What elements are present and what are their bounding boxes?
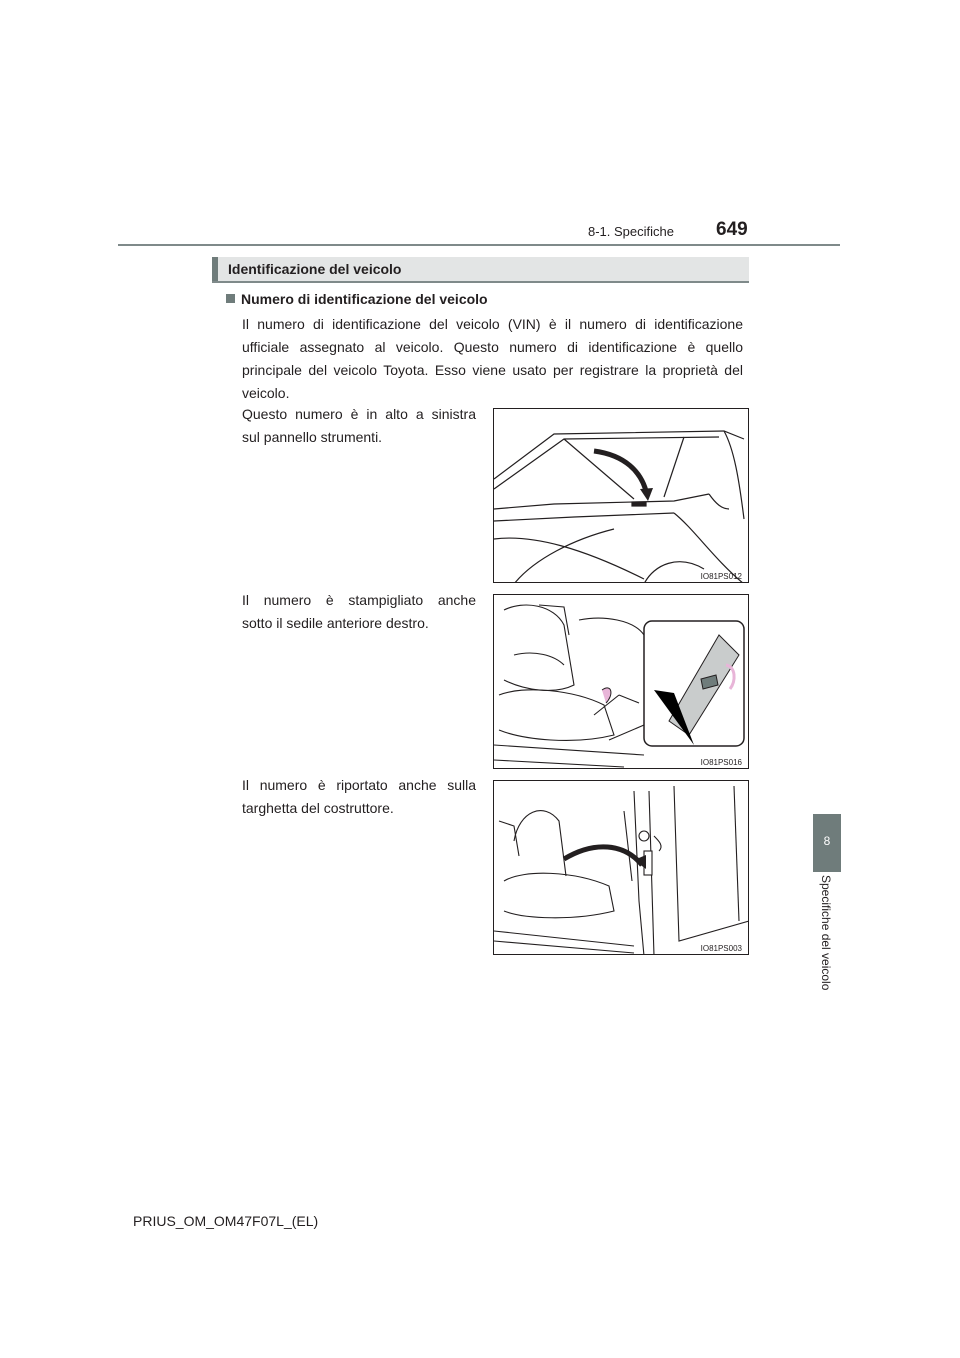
item-paragraph [242,403,476,449]
figure-code: IO81PS016 [700,758,742,767]
figure-door-pillar [493,780,749,955]
door-pillar-illustration-icon [494,781,749,955]
section-title-bar [212,257,749,283]
item-paragraph [242,774,476,820]
item-line: Il numero è stampigliato anche [242,592,476,608]
item-paragraph [242,589,476,635]
item-line: targhetta del costruttore. [242,800,394,816]
sub-heading-text: Numero di identificazione del veicolo [241,291,488,307]
windshield-illustration-icon [494,409,749,583]
item-line: Il numero è riportato anche sulla [242,777,476,793]
section-title: Identificazione del veicolo [228,261,402,277]
chapter-tab-number: 8 [823,834,831,848]
chapter-tab [813,814,841,872]
sub-heading [226,291,488,307]
figure-windshield [493,408,749,583]
document-code: PRIUS_OM_OM47F07L_(EL) [133,1213,319,1229]
figure-code: IO81PS003 [700,944,742,953]
header-rule [118,244,840,246]
seat-illustration-icon [494,595,749,769]
section-title-accent [212,257,218,281]
section-reference: 8-1. Specifiche [588,224,674,239]
item-line: sul pannello strumenti. [242,429,383,445]
square-bullet-icon [226,294,235,303]
figure-code: IO81PS012 [700,572,742,581]
item-line: Questo numero è in alto a sinistra [242,406,476,422]
chapter-tab-label: Specifiche del veicolo [819,875,833,991]
intro-paragraph: Il numero di identificazione del veicolo (VIN) è il numero di identificazione ufficiale assegnato al veicolo. Questo numero di identificazione è quello principale del veicolo Toyota. Esso viene usato per registrare la proprietà del veicolo. [242,316,743,401]
figure-seat [493,594,749,769]
item-line: sotto il sedile anteriore destro. [242,615,429,631]
page-number: 649 [716,219,748,240]
